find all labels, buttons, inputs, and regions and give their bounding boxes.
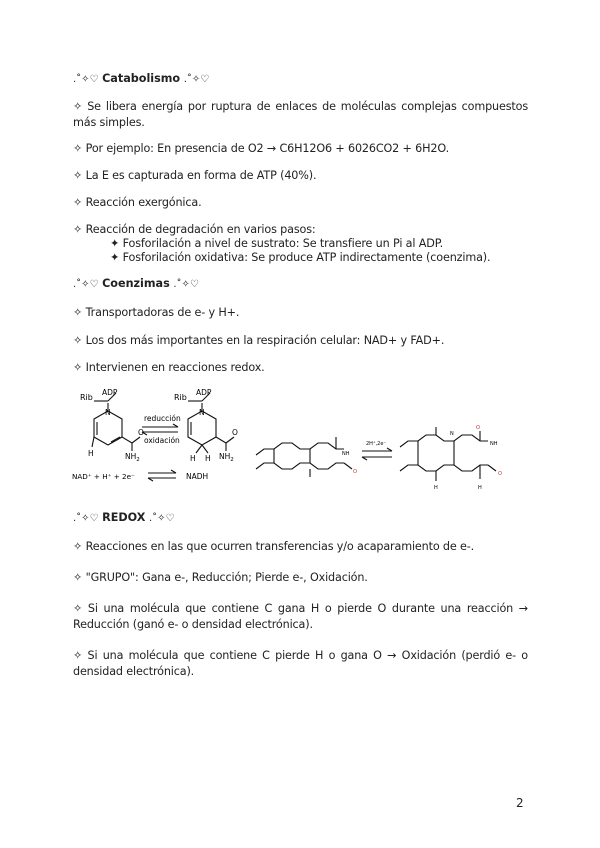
nh-label: NH — [490, 441, 498, 447]
fad-arrow-label: 2H⁺,2e⁻ — [366, 441, 387, 447]
oxidacion-label: oxidación — [144, 436, 180, 445]
nh2-label: $NH_2$ — [219, 452, 234, 463]
list-item: ✧ Transportadoras de e- y H+. — [73, 306, 240, 319]
heading-decoration: .˚✧♡ — [73, 279, 99, 290]
coenzyme-structures-figure — [70, 385, 540, 497]
coenzimas-title: Coenzimas — [102, 277, 170, 290]
reduccion-label: reducción — [144, 414, 181, 423]
h-label: H — [190, 454, 196, 463]
page-number: 2 — [516, 796, 524, 810]
list-item: ✧ Se libera energía por ruptura de enlaces de moléculas complejas compuestos más simples. — [73, 100, 528, 129]
o-label: O — [498, 471, 502, 477]
list-item: ✧ Por ejemplo: En presencia de O2 → C6H12O6 + 6026CO2 + 6H2O. — [73, 142, 449, 155]
list-item: ✧ Intervienen en reacciones redox. — [73, 361, 265, 374]
fadh2-chain-bottom — [400, 465, 488, 471]
list-item: ✧ Reacción de degradación en varios pasos: — [73, 223, 316, 236]
list-item: ✧ La E es capturada en forma de ATP (40%). — [73, 169, 317, 182]
list-item: ✧ Si una molécula que contiene C pierde H o gana O → Oxidación (perdió e- o densidad electrónica). — [73, 649, 528, 678]
n-label: N — [105, 408, 111, 417]
structures-svg — [70, 385, 540, 497]
fadh2-chain-top — [400, 435, 488, 447]
nh2-label: $NH_2$ — [125, 452, 140, 463]
catabolismo-heading — [73, 71, 209, 88]
h-label: H — [434, 485, 438, 491]
rib-label: Rib — [80, 393, 93, 402]
heading-decoration: .˚✧♡ — [183, 74, 210, 85]
nadh-label: NADH — [186, 472, 209, 481]
heading-decoration: .˚✧♡ — [148, 513, 175, 524]
rib-label: Rib — [174, 393, 187, 402]
o-label: O — [353, 469, 357, 475]
n-label: N — [450, 431, 454, 437]
list-item: ✧ Reacción exergónica. — [73, 196, 202, 209]
n-label: N — [199, 408, 205, 417]
sub-list-item: ✦ Fosforilación oxidativa: Se produce ATP indirectamente (coenzima). — [110, 251, 491, 264]
heading-decoration: .˚✧♡ — [73, 513, 99, 524]
o-label: O — [138, 428, 144, 437]
list-item: ✧ "GRUPO": Gana e-, Reducción; Pierde e-, Oxidación. — [73, 571, 368, 584]
sub-list-item: ✦ Fosforilación a nivel de sustrato: Se transfiere un Pi al ADP. — [110, 237, 443, 250]
coenzimas-heading — [73, 276, 199, 293]
heading-decoration: .˚✧♡ — [73, 74, 99, 85]
o-label: O — [232, 428, 238, 437]
list-item: ✧ Los dos más importantes en la respiración celular: NAD+ y FAD+. — [73, 334, 445, 347]
adp-label: ADP — [102, 388, 118, 397]
list-item: ✧ Reacciones en las que ocurren transferencias y/o acaparamiento de e-. — [73, 540, 475, 553]
list-item: ✧ Si una molécula que contiene C gana H o pierde O durante una reacción → Reducción (ganó e- o densidad electrónica). — [73, 602, 528, 631]
nad-equation: NAD⁺ + H⁺ + 2e⁻ — [72, 472, 135, 481]
fad-chain-bottom — [256, 463, 344, 469]
adp-label: ADP — [196, 388, 212, 397]
redox-heading — [73, 510, 174, 527]
fad-chain-top — [256, 443, 344, 455]
o-label: O — [476, 425, 480, 431]
h-label: H — [205, 454, 211, 463]
nh-label: NH — [342, 451, 350, 457]
h-label: H — [478, 485, 482, 491]
heading-decoration: .˚✧♡ — [173, 279, 199, 290]
h-label: H — [88, 449, 94, 458]
redox-title: REDOX — [102, 511, 146, 524]
catabolismo-title: Catabolismo — [102, 72, 181, 85]
